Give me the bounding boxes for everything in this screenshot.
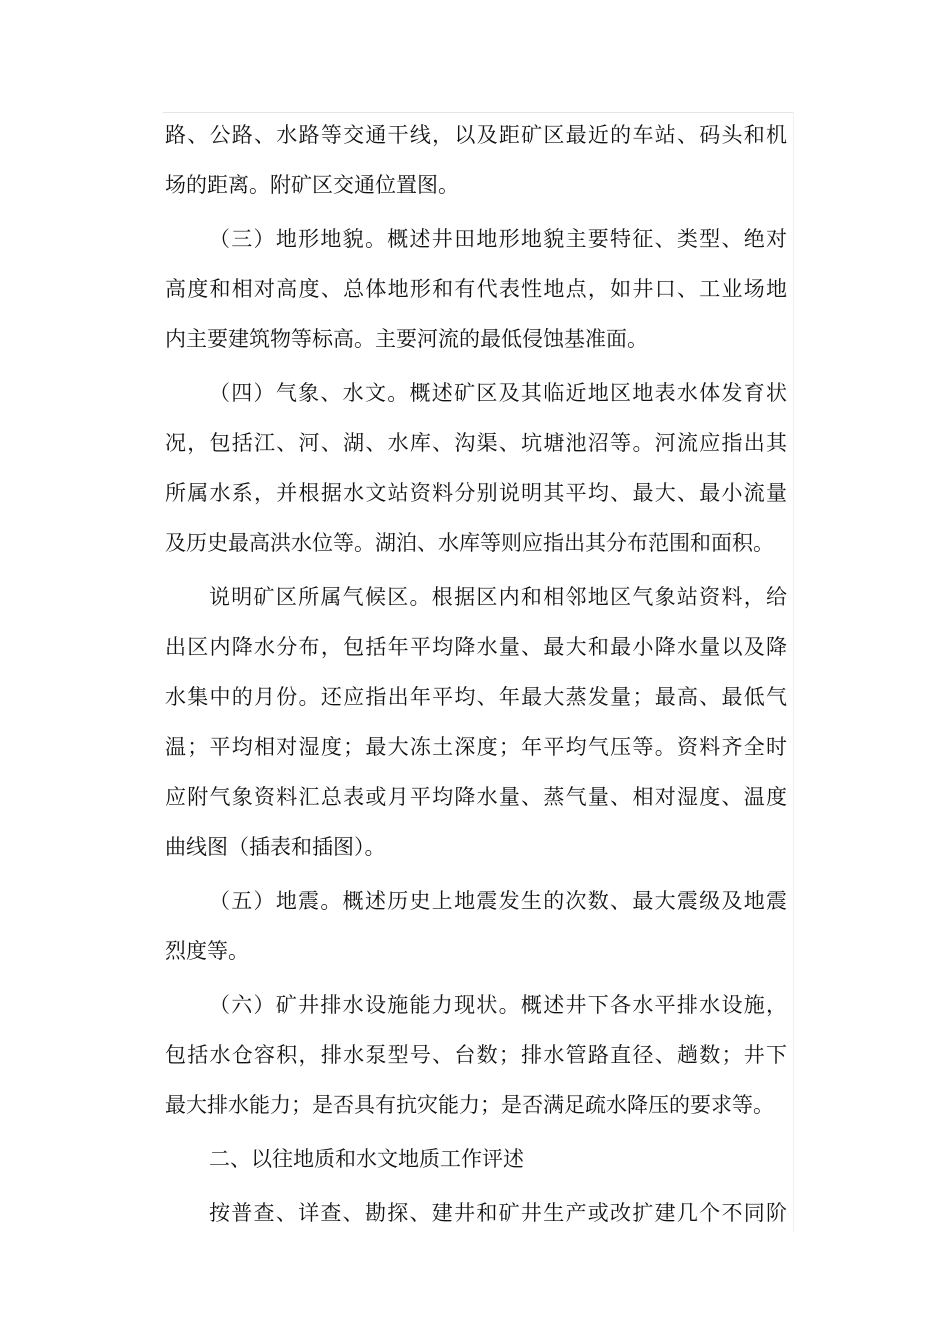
text-line: 路、公路、水路等交通干线，以及距矿区最近的车站、码头和机 — [165, 123, 787, 147]
text-line: 包括水仓容积，排水泵型号、台数；排水管路直径、趟数；井下 — [165, 1043, 787, 1067]
paragraph-transport — [165, 110, 787, 210]
text-line: （六）矿井排水设施能力现状。概述井下各水平排水设施， — [209, 993, 787, 1017]
text-line: （五）地震。概述历史上地震发生的次数、最大震级及地震 — [209, 889, 787, 913]
text-line: 说明矿区所属气候区。根据区内和相邻地区气象站资料，给 — [209, 585, 787, 609]
text-line: 高度和相对高度、总体地形和有代表性地点，如井口、工业场地 — [165, 277, 787, 301]
paragraph-earthquake — [165, 876, 787, 976]
text-line: 温；平均相对湿度；最大冻土深度；年平均气压等。资料齐全时 — [165, 735, 787, 759]
text-line: （四）气象、水文。概述矿区及其临近地区地表水体发育状 — [209, 381, 787, 405]
text-line: 况，包括江、河、湖、水库、沟渠、坑塘池沼等。河流应指出其 — [165, 431, 787, 455]
paragraph-drainage — [165, 980, 787, 1130]
document-body — [165, 110, 787, 1242]
text-line: 出区内降水分布，包括年平均降水量、最大和最小降水量以及降 — [165, 635, 787, 659]
text-line: 水集中的月份。还应指出年平均、年最大蒸发量；最高、最低气 — [165, 685, 787, 709]
text-line: 内主要建筑物等标高。主要河流的最低侵蚀基准面。 — [165, 327, 648, 351]
section-heading-text: 二、以往地质和水文地质工作评述 — [209, 1147, 524, 1171]
text-line: 场的距离。附矿区交通位置图。 — [165, 173, 459, 197]
paragraph-meteorology-hydrology — [165, 368, 787, 568]
paragraph-section-two-body — [165, 1188, 787, 1238]
text-line: 及历史最高洪水位等。湖泊、水库等则应指出其分布范围和面积。 — [165, 531, 774, 555]
section-heading — [165, 1134, 787, 1184]
text-line: 烈度等。 — [165, 939, 249, 963]
page-right-rule — [793, 112, 794, 1232]
text-line: 按普查、详查、勘探、建井和矿井生产或改扩建几个不同阶 — [209, 1201, 787, 1225]
text-line: （三）地形地貌。概述井田地形地貌主要特征、类型、绝对 — [209, 227, 787, 251]
text-line: 曲线图（插表和插图）。 — [165, 835, 386, 859]
text-line: 所属水系，并根据水文站资料分别说明其平均、最大、最小流量 — [165, 481, 787, 505]
text-line: 最大排水能力；是否具有抗灾能力；是否满足疏水降压的要求等。 — [165, 1093, 774, 1117]
text-line: 应附气象资料汇总表或月平均降水量、蒸气量、相对湿度、温度 — [165, 785, 787, 809]
paragraph-terrain — [165, 214, 787, 364]
paragraph-climate — [165, 572, 787, 872]
